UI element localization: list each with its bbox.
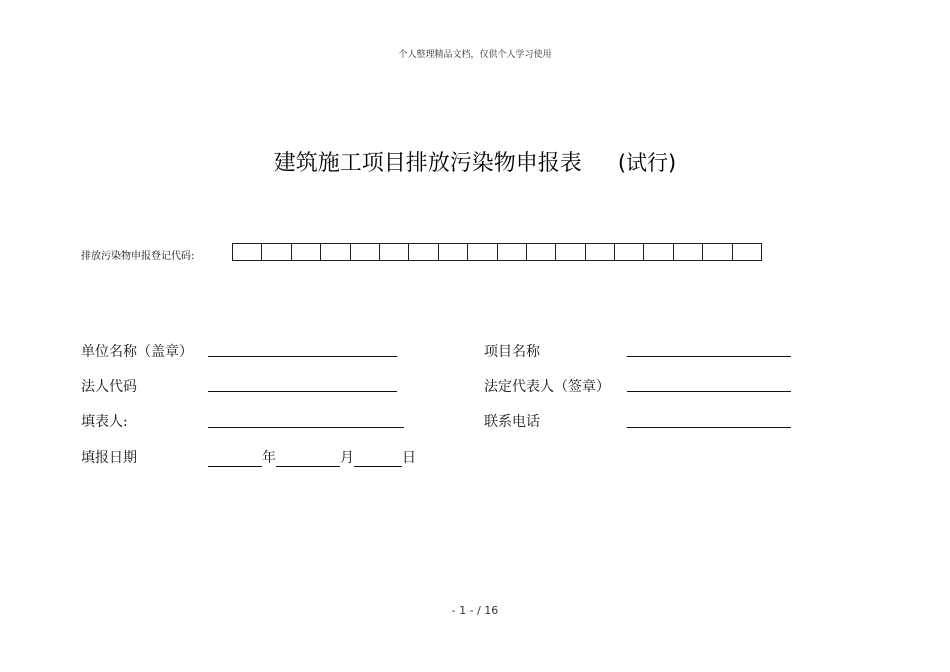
registration-code-box[interactable] — [674, 243, 703, 261]
month-unit: 月 — [340, 450, 354, 466]
registration-code-box[interactable] — [439, 243, 468, 261]
registration-code-box[interactable] — [615, 243, 644, 261]
report-date-label: 填报日期 — [81, 450, 137, 466]
registration-code-box[interactable] — [527, 243, 556, 261]
registration-code-box[interactable] — [703, 243, 732, 261]
legal-representative-line[interactable] — [627, 391, 791, 392]
year-blank[interactable] — [208, 452, 262, 467]
day-blank[interactable] — [354, 452, 402, 467]
registration-code-boxes — [232, 243, 762, 261]
title-suffix: (试行) — [617, 151, 677, 175]
registration-code-box[interactable] — [733, 243, 762, 261]
project-name-line[interactable] — [627, 356, 791, 357]
registration-code-box[interactable] — [586, 243, 615, 261]
header-note: 个人整理精品文档，仅供个人学习使用 — [398, 50, 552, 60]
project-name-label: 项目名称 — [484, 344, 540, 360]
title-main: 建筑施工项目排放污染物申报表 — [273, 151, 582, 176]
filler-line[interactable] — [208, 427, 404, 428]
registration-code-box[interactable] — [262, 243, 291, 261]
page-title — [0, 146, 950, 177]
registration-code-box[interactable] — [321, 243, 350, 261]
registration-code-box[interactable] — [351, 243, 380, 261]
page-number: - 1 - / 16 — [451, 604, 499, 617]
contact-phone-label: 联系电话 — [484, 414, 540, 430]
filler-label: 填表人: — [81, 414, 128, 430]
registration-code-box[interactable] — [409, 243, 438, 261]
registration-code-box[interactable] — [233, 243, 262, 261]
report-date-row — [208, 447, 416, 467]
registration-code-box[interactable] — [644, 243, 673, 261]
unit-name-line[interactable] — [208, 356, 397, 357]
registration-code-label: 排放污染物申报登记代码: — [81, 251, 195, 262]
registration-code-box[interactable] — [556, 243, 585, 261]
legal-code-line[interactable] — [208, 391, 397, 392]
registration-code-box[interactable] — [380, 243, 409, 261]
legal-code-label: 法人代码 — [81, 379, 137, 395]
year-unit: 年 — [262, 450, 276, 466]
month-blank[interactable] — [276, 452, 340, 467]
registration-code-box[interactable] — [498, 243, 527, 261]
registration-code-box[interactable] — [292, 243, 321, 261]
unit-name-label: 单位名称（盖章） — [81, 344, 193, 360]
registration-code-box[interactable] — [468, 243, 497, 261]
contact-phone-line[interactable] — [627, 427, 791, 428]
day-unit: 日 — [402, 450, 416, 466]
legal-representative-label: 法定代表人（签章） — [484, 379, 610, 395]
